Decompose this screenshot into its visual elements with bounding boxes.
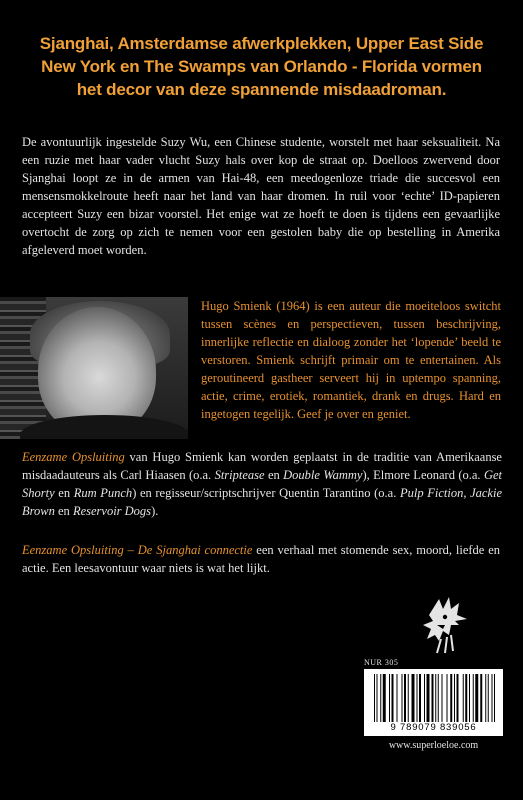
headline-line-1: Sjanghai, Amsterdamse afwerkplekken, Upper East Side [39, 34, 484, 53]
author-photo [0, 297, 188, 439]
synopsis-paragraph: De avontuurlijk ingestelde Suzy Wu, een Chinese studente, worstelt met haar seksualiteit. Na een ruzie met haar vader vlucht Suzy hals over kop de straat op. Doelloos zwervend door Sjanghai loopt ze in de armen van Hai-48, een meedogenloze triade die succesvol een mensensmokkelroute heeft naar het land van haar dromen. In ruil voor ‘echte’ ID-papieren accepteert Suzy een bizar voorstel. Het enige wat ze hoeft te doen is tijdens een gevaarlijke overtocht de zorg op zich te nemen voor een gestolen baby die op bestelling in Amerika afgeleverd moet worden. [22, 135, 500, 257]
work-title: Rum Punch [73, 486, 133, 500]
book-title: Eenzame Opsluiting [22, 450, 125, 464]
tradition-text: en [54, 504, 73, 518]
barcode-bars [374, 674, 495, 722]
tradition-text: ), Elmore Leonard (o.a. [362, 468, 484, 482]
tradition-text: , [463, 486, 471, 500]
work-title: Double Wammy [283, 468, 363, 482]
tradition-paragraph [22, 448, 502, 520]
closing-paragraph [22, 541, 500, 577]
work-title: Jackie Brown [22, 486, 502, 518]
work-title: Striptease [214, 468, 265, 482]
nur-code: NUR 305 [364, 658, 399, 667]
headline [20, 32, 503, 101]
tradition-text: en [264, 468, 284, 482]
closing-text: een verhaal met stomende sex, moord, liefde en actie. Een leesavontuur waar niets is wat het lijkt. [22, 543, 500, 575]
isbn-number: 9 789079 839056 [390, 722, 477, 733]
bird-head-logo-icon [421, 595, 473, 657]
tradition-text: ). [151, 504, 159, 518]
headline-line-2: New York en The Swamps van Orlando - Florida vormen [41, 57, 482, 76]
tradition-text: van Hugo Smienk kan worden geplaatst in de traditie van Amerikaanse misdaadauteurs als Carl Hiaasen (o.a. [22, 450, 502, 482]
full-book-title: Eenzame Opsluiting – De Sjanghai connectie [22, 543, 253, 557]
tradition-text: en [54, 486, 74, 500]
work-title: Reservoir Dogs [72, 504, 152, 518]
work-title: Pulp Fiction [399, 486, 464, 500]
work-title: Get Shorty [22, 468, 502, 500]
headline-line-3: het decor van deze spannende misdaadroman. [76, 80, 447, 99]
tradition-text: ) en regisseur/scriptschrijver Quentin Tarantino (o.a. [132, 486, 400, 500]
barcode [364, 669, 503, 736]
website-url: www.superloeloe.com [388, 740, 479, 751]
author-bio-paragraph: Hugo Smienk (1964) is een auteur die moeiteloos switcht tussen scènes en perspectieven, tussen beschrijving, innerlijke reflectie en dialoog zonder het ‘lopende’ beeld te verstoren. Smienk schrijft primair om te entertainen. Als geroutineerd gastheer serveert hij in uptempo spanning, actie, crime, erotiek, romantiek, drank en drugs. Hard en ingetogen tegelijk. Geef je over en geniet. [201, 299, 501, 421]
